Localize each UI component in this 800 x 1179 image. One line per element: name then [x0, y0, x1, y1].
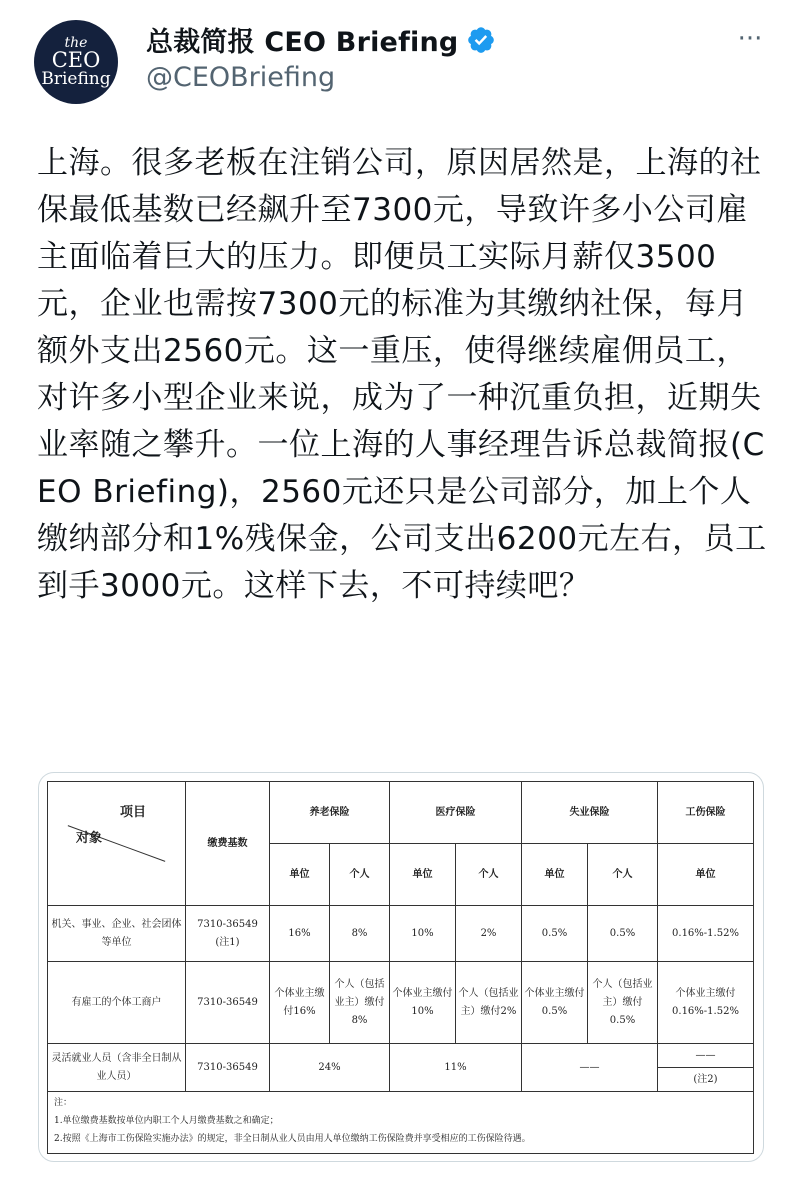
social-insurance-table — [47, 781, 754, 1154]
display-name[interactable]: 总裁简报 CEO Briefing — [146, 27, 459, 58]
base-cell: 7310-36549 — [186, 1044, 270, 1092]
group-header-medical: 医疗保险 — [390, 782, 522, 844]
sub-header: 单位 — [658, 844, 754, 906]
base-cell — [186, 906, 270, 962]
rate-cell: —— — [658, 1044, 754, 1068]
more-horizontal-icon[interactable]: ··· — [737, 24, 763, 54]
group-header-pension: 养老保险 — [270, 782, 390, 844]
rate-cell: 0.5% — [522, 906, 588, 962]
table-row — [48, 1044, 754, 1068]
rate-cell: 11% — [390, 1044, 522, 1092]
base-cell: 7310-36549 — [186, 962, 270, 1044]
rate-cell: (注2) — [658, 1068, 754, 1092]
table-row — [48, 962, 754, 1044]
rate-cell: 16% — [270, 906, 330, 962]
diagonal-line — [48, 782, 185, 905]
verified-badge-icon — [466, 25, 496, 55]
rate-cell: 个体业主缴付16% — [270, 962, 330, 1044]
rate-cell: 0.5% — [588, 906, 658, 962]
row-label: 灵活就业人员（含非全日制从业人员） — [48, 1044, 186, 1092]
avatar-text-line: Briefing — [41, 69, 111, 89]
sub-header: 个人 — [588, 844, 658, 906]
group-header-injury: 工伤保险 — [658, 782, 754, 844]
avatar-text-line: CEO — [51, 48, 101, 72]
rate-cell: 个人（包括业主）缴付2% — [456, 962, 522, 1044]
avatar[interactable] — [34, 20, 118, 104]
corner-item-label: 项目 — [120, 805, 147, 820]
notes-title: 注： — [54, 1098, 73, 1108]
corner-object-label: 对象 — [76, 831, 103, 846]
sub-header: 单位 — [270, 844, 330, 906]
name-row — [146, 20, 496, 59]
group-header-unemployment: 失业保险 — [522, 782, 658, 844]
rate-cell: —— — [522, 1044, 658, 1092]
rate-cell: 个人（包括业主）缴付0.5% — [588, 962, 658, 1044]
tweet-header — [0, 0, 800, 120]
base-value: 7310-36549 — [197, 918, 258, 930]
table-corner-cell — [48, 782, 186, 906]
row-label: 机关、事业、企业、社会团体等单位 — [48, 906, 186, 962]
table-notes — [48, 1092, 754, 1154]
rate-cell: 2% — [456, 906, 522, 962]
rate-cell: 24% — [270, 1044, 390, 1092]
tweet-text: 上海。很多老板在注销公司，原因居然是，上海的社保最低基数已经飙升至7300元，导致许多小公司雇主面临着巨大的压力。即便员工实际月薪仅3500元，企业也需按7300元的标准为其缴纳社保，每月额外支出2560元。这一重压，使得继续雇佣员工，对许多小型企业来说，成为了一种沉重负担，近期失业率随之攀升。一位上海的人事经理告诉总裁简报(CEO Briefing)，2560元还只是公司部分，加上个人缴纳部分和1%残保金，公司支出6200元左右，员工到手3000元。这样下去，不可持续吧？ — [37, 145, 767, 604]
base-header: 缴费基数 — [186, 782, 270, 906]
avatar-text-line: the — [64, 35, 88, 51]
user-handle[interactable]: @CEOBriefing — [146, 62, 336, 93]
table-notes-row — [48, 1092, 754, 1154]
rate-cell: 个体业主缴付 0.16%-1.52% — [658, 962, 754, 1044]
rate-cell: 10% — [390, 906, 456, 962]
table-row — [48, 906, 754, 962]
row-label: 有雇工的个体工商户 — [48, 962, 186, 1044]
sub-header: 单位 — [522, 844, 588, 906]
rate-cell: 0.16%-1.52% — [658, 906, 754, 962]
sub-header: 个人 — [330, 844, 390, 906]
attached-image[interactable] — [38, 772, 764, 1162]
sub-header: 单位 — [390, 844, 456, 906]
sub-header: 个人 — [456, 844, 522, 906]
base-note: (注1) — [215, 936, 240, 948]
note-2: 2.按照《上海市工伤保险实施办法》的规定，非全日制从业人员由用人单位缴纳工伤保险费并享受相应的工伤保险待遇。 — [54, 1134, 531, 1144]
rate-cell: 个体业主缴付10% — [390, 962, 456, 1044]
note-1: 1.单位缴费基数按单位内职工个人月缴费基数之和确定； — [54, 1116, 279, 1126]
rate-cell: 个体业主缴付0.5% — [522, 962, 588, 1044]
rate-cell: 个人（包括业主）缴付8% — [330, 962, 390, 1044]
rate-cell: 8% — [330, 906, 390, 962]
